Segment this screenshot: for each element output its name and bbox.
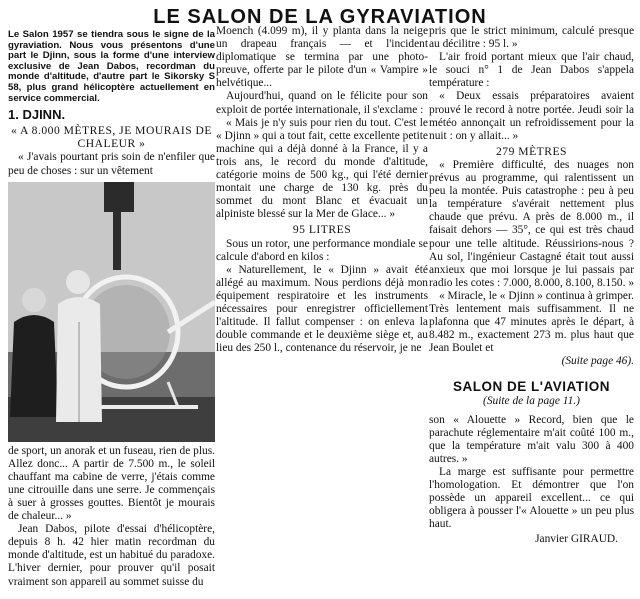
paragraph: « Miracle, le « Djinn » continua à grimper. Très lentement mais suffisamment. Il ne plafonna que 47 minutes après le départ, à 8.482 m., exactement 273 m. plus haut que Jean Boulet et — [429, 289, 634, 355]
author-signature: Janvier GIRAUD. — [535, 533, 618, 546]
section-heading-salon-aviation: SALON DE L'AVIATION — [453, 379, 610, 395]
paragraph: Moench (4.099 m), il y planta dans la neige un drapeau français — et l'incident diplomatique se termina par une photo-preuve, offerte par le pilote d'un « Vampire » helvétique... — [216, 25, 428, 90]
paragraph: La marge est suffisante pour permettre l'homologation. Et démontrer que l'on possède un appareil excellent... ce qui obligera à pousser l'« Alouette » un peu plus haut. — [429, 466, 634, 531]
continuation-from-note: (Suite de la page 11.) — [483, 394, 580, 407]
paragraph: Jean Dabos, pilote d'essai d'hélicoptère, depuis 8 h. 42 hier matin recordman du monde d'altitude, est un habitué du paradoxe. L'hiver dernier, pour prouver qu'il posait vraiment son appareil au sommet suisse du — [8, 523, 215, 588]
paragraph: L'air froid portant mieux que l'air chaud, le souci n° 1 de Jean Dabos s'appela température : — [429, 51, 634, 90]
intro-paragraph: Le Salon 1957 se tiendra sous le signe de la gyraviation. Nous vous présentons d'une part le Djinn, sous la forme d'une interview exclusive de Jean Dabos, recordman du monde d'altitude, d'autre part le Sikorsky S 58, plus grand hélicoptère actuellement en service commercial. — [8, 29, 215, 104]
paragraph: son « Alouette » Record, bien que le parachute réglementaire m'ait coûté 100 m., que la température m'ait valu 300 à 400 autres. » — [429, 413, 634, 465]
paragraph: « J'avais pourtant pris soin de n'enfiler que peu de choses : sur un vêtement — [8, 151, 215, 177]
paragraph: « Naturellement, le « Djinn » avait été allégé au maximum. Nous perdions déjà mon équipement respiratoire et les instruments nécessaires pour enregistrer officiellement l'altitude. Il fallut compenser : on enleva la double commande et le deuxième siège et, au lieu des 250 l., contenance du réservoir, je ne — [216, 263, 428, 355]
paragraph: de sport, un anorak et un fuseau, rien de plus. Allez donc... A partir de 7.500 m., le soleil chauffant ma cabine de verre, j'étais comme une citrouille dans une serre. Je commençais à suer à grosses gouttes. Bientôt je mourais de chaleur... » — [8, 444, 215, 523]
paragraph: Aujourd'hui, quand on le félicite pour son exploit de portée internationale, il s'exclame : — [216, 90, 428, 116]
paragraph: « Mais je n'y suis pour rien du tout. C'est le « Djinn » qui a tout fait, cette excellente petite machine qui a déjà donné à la France, il y a trois ans, le record du monde d'altitude, catégorie moins de 500 kg., qui l'été dernier montait une charge de 130 kg. près du sommet du mont Blanc et évacuait un alpiniste blessé sur la Mer de Glace... » — [216, 116, 428, 221]
continuation-note: (Suite page 46). — [561, 355, 634, 368]
headline: LE SALON DE LA GYRAVIATION — [153, 6, 487, 28]
section-heading-djinn: 1. DJINN. — [8, 107, 66, 123]
subheading-279-metres: 279 MÈTRES — [495, 144, 568, 158]
column-1 — [8, 30, 215, 589]
column-3 — [429, 25, 634, 547]
paragraph: « Première difficulté, des nuages non prévus au programme, qui ralentissent un peu la montée. Puis catastrophe : peu à peu la température s'avérait nettement plus chaude que prévu. A près de 8.000 m., il faisait dehors — 35°, ce qui est très chaud pour une telle altitude. Réussirions-nous ? Au sol, l'ingénieur Castagné était tout aussi anxieux que moi lorsque je lui passais par radio les cotes : 7.000, 8.000, 8.100, 8.150. » — [429, 158, 635, 289]
subheading-95-litres: 95 LITRES — [292, 223, 352, 237]
paragraph: pris que le strict minimum, calculé presque au décilitre : 95 l. » — [429, 25, 634, 51]
paragraph: « Deux essais préparatoires avaient prouvé le record à notre portée. Jeudi soir la météo annonçait un refroidissement pour la nuit : on y allait... » — [429, 90, 634, 142]
quote-title: « A 8.000 MÈTRES, JE MOURAIS DE CHALEUR » — [10, 124, 213, 151]
helicopter-photo — [8, 182, 215, 442]
column-2 — [216, 25, 428, 355]
paragraph: Sous un rotor, une performance mondiale se calcule d'abord en kilos : — [216, 237, 428, 263]
